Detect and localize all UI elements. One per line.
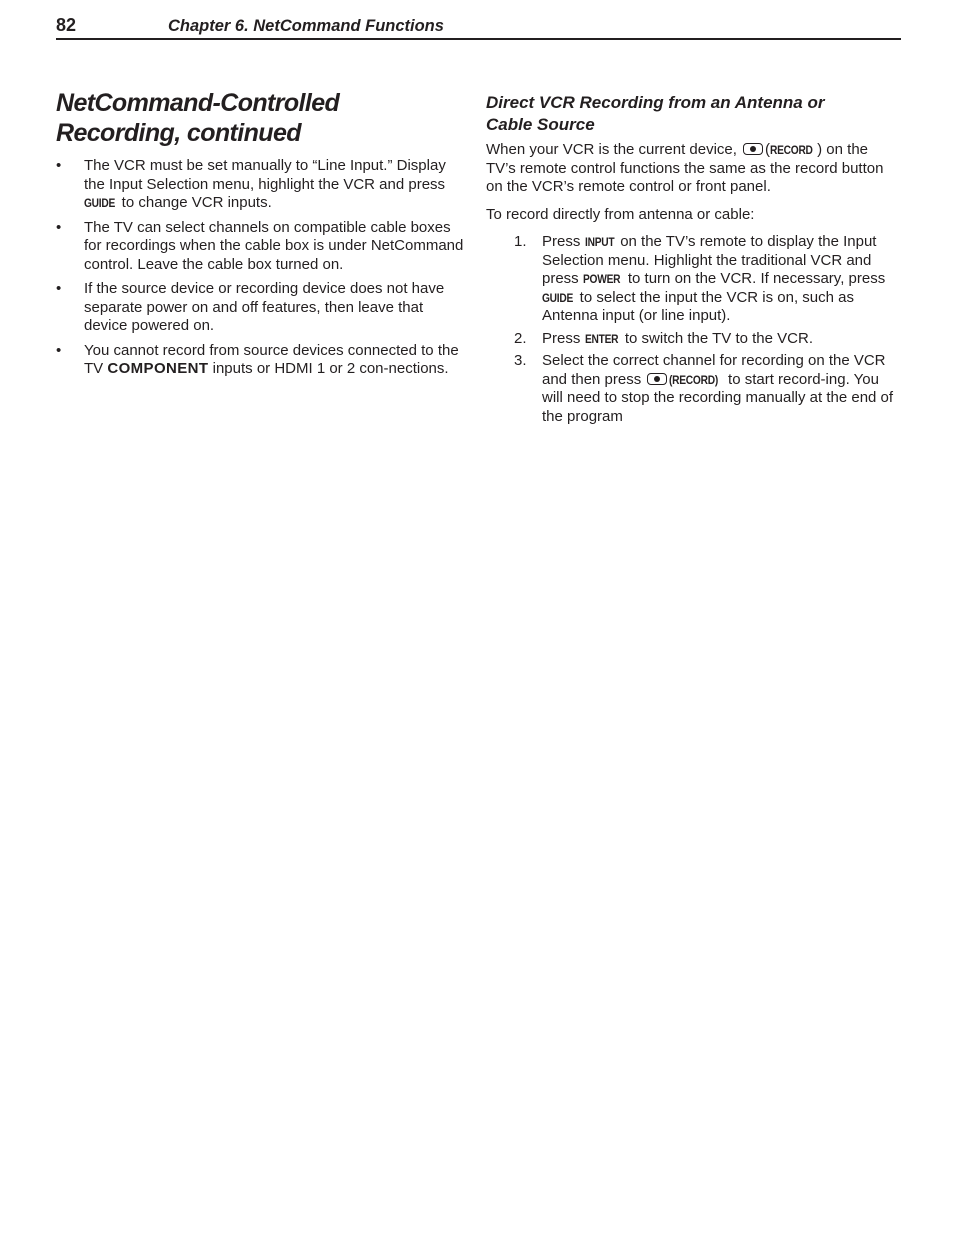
list-item: • You cannot record from source devices connected to the TV COMPONENT inputs or HDMI 1 or 2 con-nections. bbox=[56, 341, 459, 377]
bullet-icon: • bbox=[56, 157, 62, 174]
intro-paragraph: When your VCR is the current device, (RECORD ) on the TV’s remote control functions the same as the record button on the VCR’s remote control or front panel. bbox=[486, 141, 884, 195]
record-button-icon bbox=[647, 373, 667, 385]
key-label-record: RECORD bbox=[769, 143, 813, 157]
key-label-enter: ENTER bbox=[584, 331, 618, 346]
bullet-list bbox=[56, 157, 470, 379]
left-column bbox=[56, 88, 470, 385]
lead-paragraph: To record directly from antenna or cable: bbox=[486, 205, 755, 223]
bullet-icon: • bbox=[56, 218, 62, 236]
key-label-record: (RECORD) bbox=[669, 372, 719, 387]
chapter-title: Chapter 6. NetCommand Functions bbox=[168, 17, 444, 35]
list-item: • The TV can select channels on compatible cable boxes for recordings when the cable box is under NetCommand control. Leave the cable box turned on. bbox=[56, 218, 464, 273]
step-list bbox=[486, 233, 896, 426]
bullet-icon: • bbox=[56, 280, 62, 297]
right-column bbox=[486, 92, 896, 430]
list-item: 1. Press INPUT on the TV’s remote to display the Input Selection menu. Highlight the traditional VCR and press POWER to turn on the VCR. If necessary, press GUIDE to select the input the VCR is on, such as Antenna input (or line input). bbox=[514, 233, 886, 324]
key-label-component: COMPONENT bbox=[107, 360, 209, 377]
bullet-icon: • bbox=[56, 341, 62, 359]
key-label-input: INPUT bbox=[584, 235, 614, 249]
step-number: 3. bbox=[514, 352, 527, 369]
list-item: 3. Select the correct channel for recording on the VCR and then press (RECORD) to start record-ing. You will need to stop the recording manually at the end of the program bbox=[514, 352, 894, 425]
list-item: 2. Press ENTER to switch the TV to the VCR. bbox=[514, 329, 813, 347]
step-number: 1. bbox=[514, 233, 527, 250]
subsection-title: Direct VCR Recording from an Antenna or Cable Source bbox=[486, 93, 825, 134]
list-item: • If the source device or recording device does not have separate power on and off features, then leave that device powered on. bbox=[56, 280, 445, 334]
key-label-power: POWER bbox=[582, 272, 621, 286]
page-number: 82 bbox=[56, 15, 77, 35]
key-label-guide: GUIDE bbox=[84, 196, 116, 210]
list-item: • The VCR must be set manually to “Line Input.” Display the Input Selection menu, highlight the VCR and press GUIDE to change VCR inputs. bbox=[56, 157, 446, 211]
page-header bbox=[56, 14, 901, 40]
section-title: NetCommand-Controlled Recording, continued bbox=[56, 89, 340, 147]
key-label-guide: GUIDE bbox=[542, 290, 574, 305]
step-number: 2. bbox=[514, 329, 527, 347]
record-button-icon bbox=[743, 143, 763, 155]
